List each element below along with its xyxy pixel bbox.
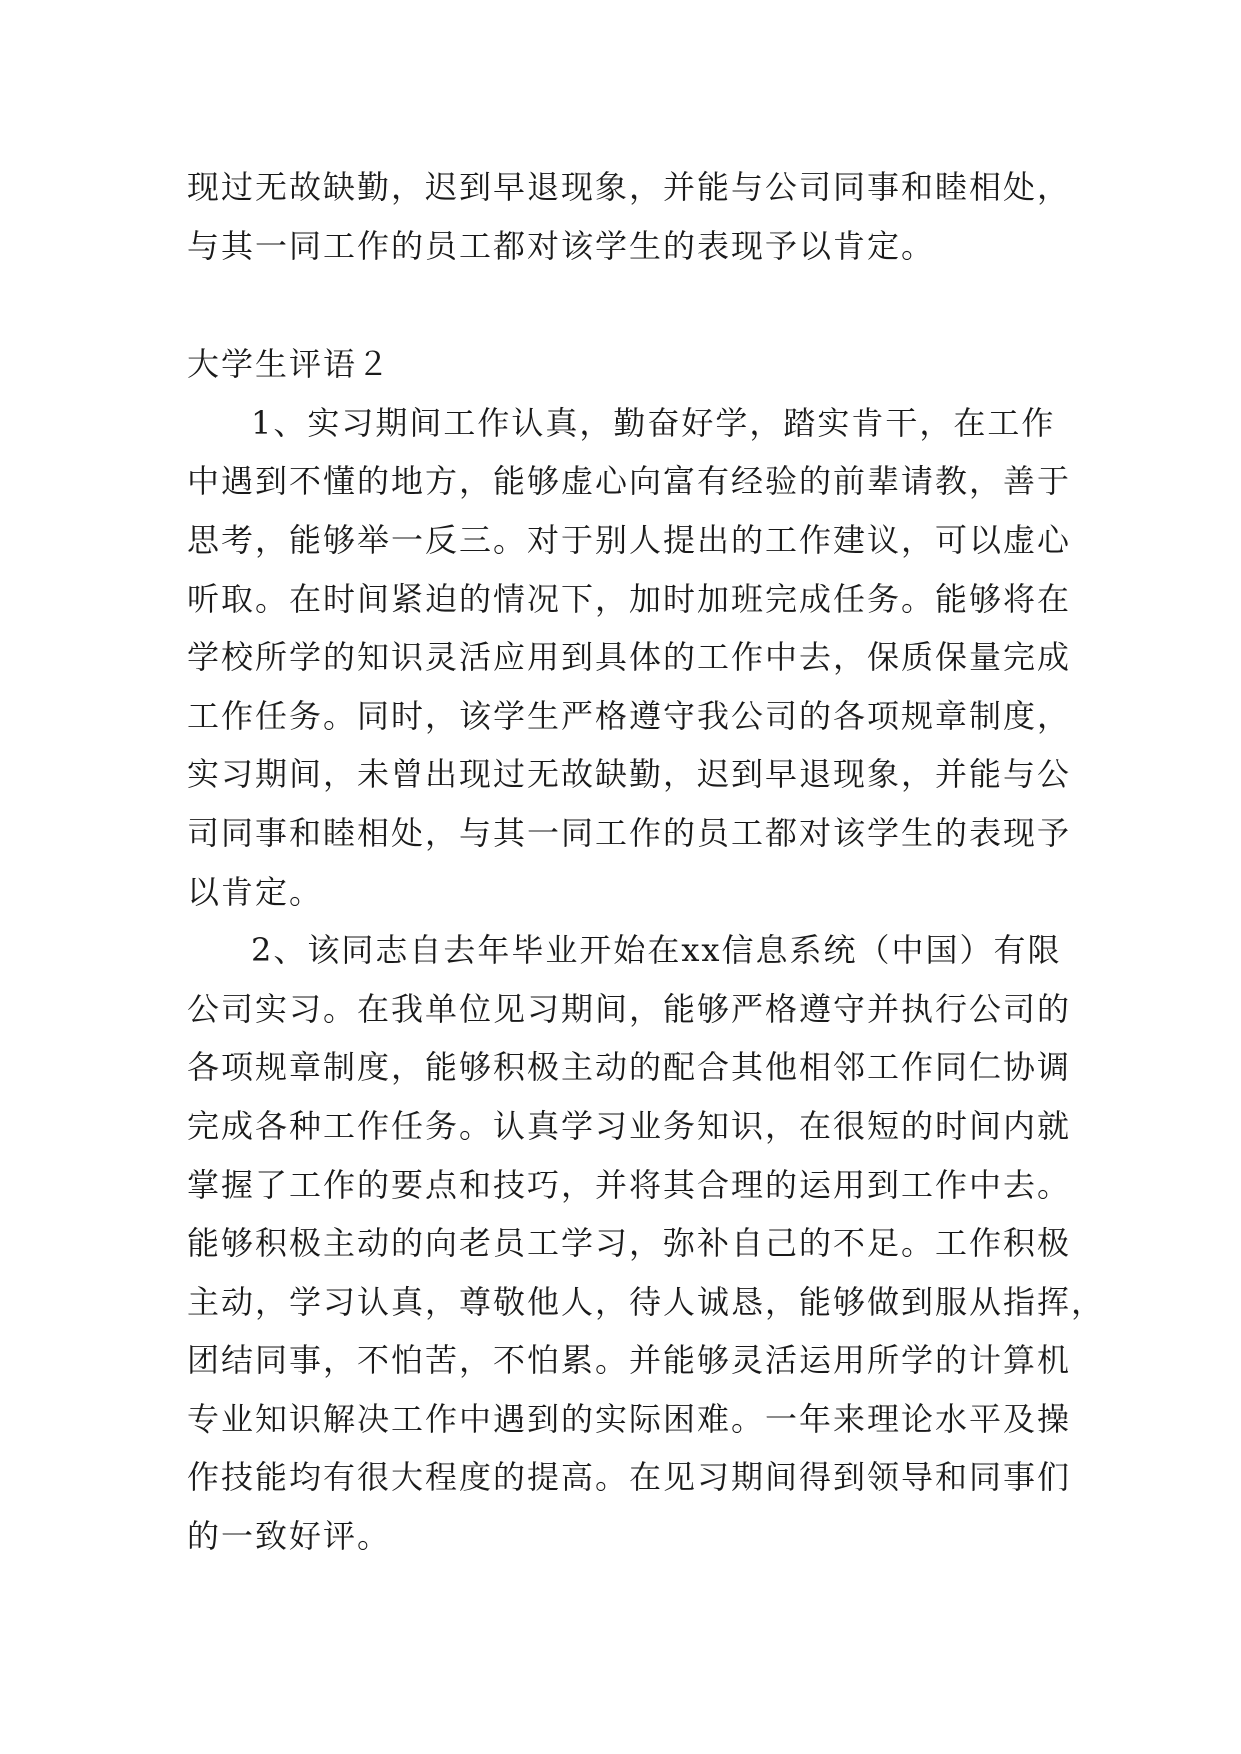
text-line: 各项规章制度，能够积极主动的配合其他相邻工作同仁协调 <box>187 1048 1072 1087</box>
text-line: 作技能均有很大程度的提高。在见习期间得到领导和同事们 <box>187 1458 1072 1497</box>
text-line: 团结同事，不怕苦，不怕累。并能够灵活运用所学的计算机 <box>187 1341 1072 1380</box>
text-line: 思考，能够举一反三。对于别人提出的工作建议，可以虚心 <box>187 520 1072 559</box>
intro-paragraph <box>187 158 1072 275</box>
text-line: 能够积极主动的向老员工学习，弥补自己的不足。工作积极 <box>187 1224 1072 1263</box>
text-line: 与其一同工作的员工都对该学生的表现予以肯定。 <box>187 226 936 265</box>
text-line: 2、该同志自去年毕业开始在xx信息系统（中国）有限 <box>251 931 1062 970</box>
text-line: 听取。在时间紧迫的情况下，加时加班完成任务。能够将在 <box>187 579 1072 618</box>
text-line: 专业知识解决工作中遇到的实际困难。一年来理论水平及操 <box>187 1399 1072 1438</box>
text-line: 的一致好评。 <box>187 1517 392 1556</box>
section-heading: 大学生评语２ <box>187 345 392 384</box>
text-line: 公司实习。在我单位见习期间，能够严格遵守并执行公司的 <box>187 989 1072 1028</box>
paragraph-1 <box>187 394 1072 921</box>
text-line: 掌握了工作的要点和技巧，并将其合理的运用到工作中去。 <box>187 1165 1072 1204</box>
text-line: 完成各种工作任务。认真学习业务知识，在很短的时间内就 <box>187 1106 1072 1145</box>
text-line: 工作任务。同时，该学生严格遵守我公司的各项规章制度， <box>187 696 1072 735</box>
text-line: 司同事和睦相处，与其一同工作的员工都对该学生的表现予 <box>187 813 1072 852</box>
text-line: 现过无故缺勤，迟到早退现象，并能与公司同事和睦相处， <box>187 168 1072 206</box>
text-line: 学校所学的知识灵活应用到具体的工作中去，保质保量完成 <box>187 638 1072 677</box>
text-line: 主动，学习认真，尊敬他人，待人诚恳，能够做到服从指挥， <box>187 1282 1106 1321</box>
text-line: 实习期间，未曾出现过无故缺勤，迟到早退现象，并能与公 <box>187 755 1072 794</box>
text-line: 中遇到不懂的地方，能够虚心向富有经验的前辈请教，善于 <box>187 462 1072 501</box>
text-line: 1、实习期间工作认真，勤奋好学，踏实肯干，在工作 <box>251 403 1056 442</box>
paragraph-2 <box>187 921 1106 1566</box>
text-line: 以肯定。 <box>187 872 324 911</box>
document-body <box>187 158 1106 1566</box>
